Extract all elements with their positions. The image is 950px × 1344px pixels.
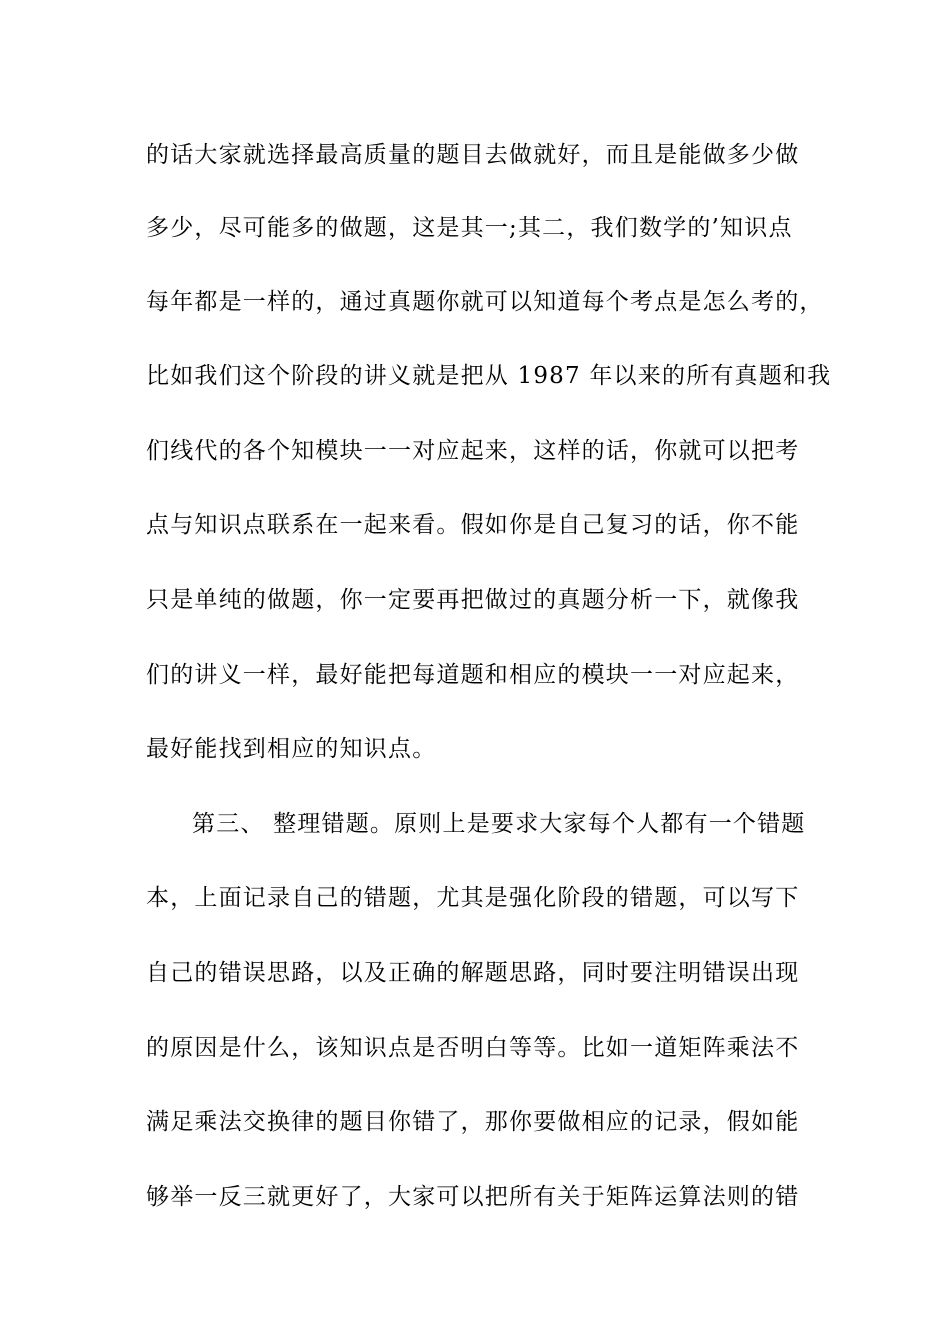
text-line: 多少，尽可能多的做题，这是其一;其二，我们数学的’知识点 xyxy=(146,215,793,241)
text-line: 只是单纯的做题，你一定要再把做过的真题分析一下，就像我 xyxy=(146,587,800,613)
text-line: 本，上面记录自己的错题，尤其是强化阶段的错题，可以写下 xyxy=(146,885,800,911)
text-line: 自己的错误思路，以及正确的解题思路，同时要注明错误出现 xyxy=(146,960,800,986)
text-line: 够举一反三就更好了，大家可以把所有关于矩阵运算法则的错 xyxy=(146,1184,800,1210)
text-line: 比如我们这个阶段的讲义就是把从 1987 年以来的所有真题和我 xyxy=(146,363,832,389)
text-line: 们的讲义一样，最好能把每道题和相应的模块一一对应起来， xyxy=(146,662,800,688)
text-line: 最好能找到相应的知识点。 xyxy=(146,736,437,762)
text-line: 第三、 整理错题。原则上是要求大家每个人都有一个错题 xyxy=(192,811,806,837)
text-line: 的原因是什么，该知识点是否明白等等。比如一道矩阵乘法不 xyxy=(146,1035,800,1061)
text-line: 每年都是一样的，通过真题你就可以知道每个考点是怎么考的， xyxy=(146,289,824,315)
text-line: 的话大家就选择最高质量的题目去做就好，而且是能做多少做 xyxy=(146,142,800,168)
text-line: 点与知识点联系在一起来看。假如你是自己复习的话，你不能 xyxy=(146,512,800,538)
text-line: 满足乘法交换律的题目你错了，那你要做相应的记录，假如能 xyxy=(146,1109,800,1135)
text-line: 们线代的各个知模块一一对应起来，这样的话，你就可以把考 xyxy=(146,438,800,464)
